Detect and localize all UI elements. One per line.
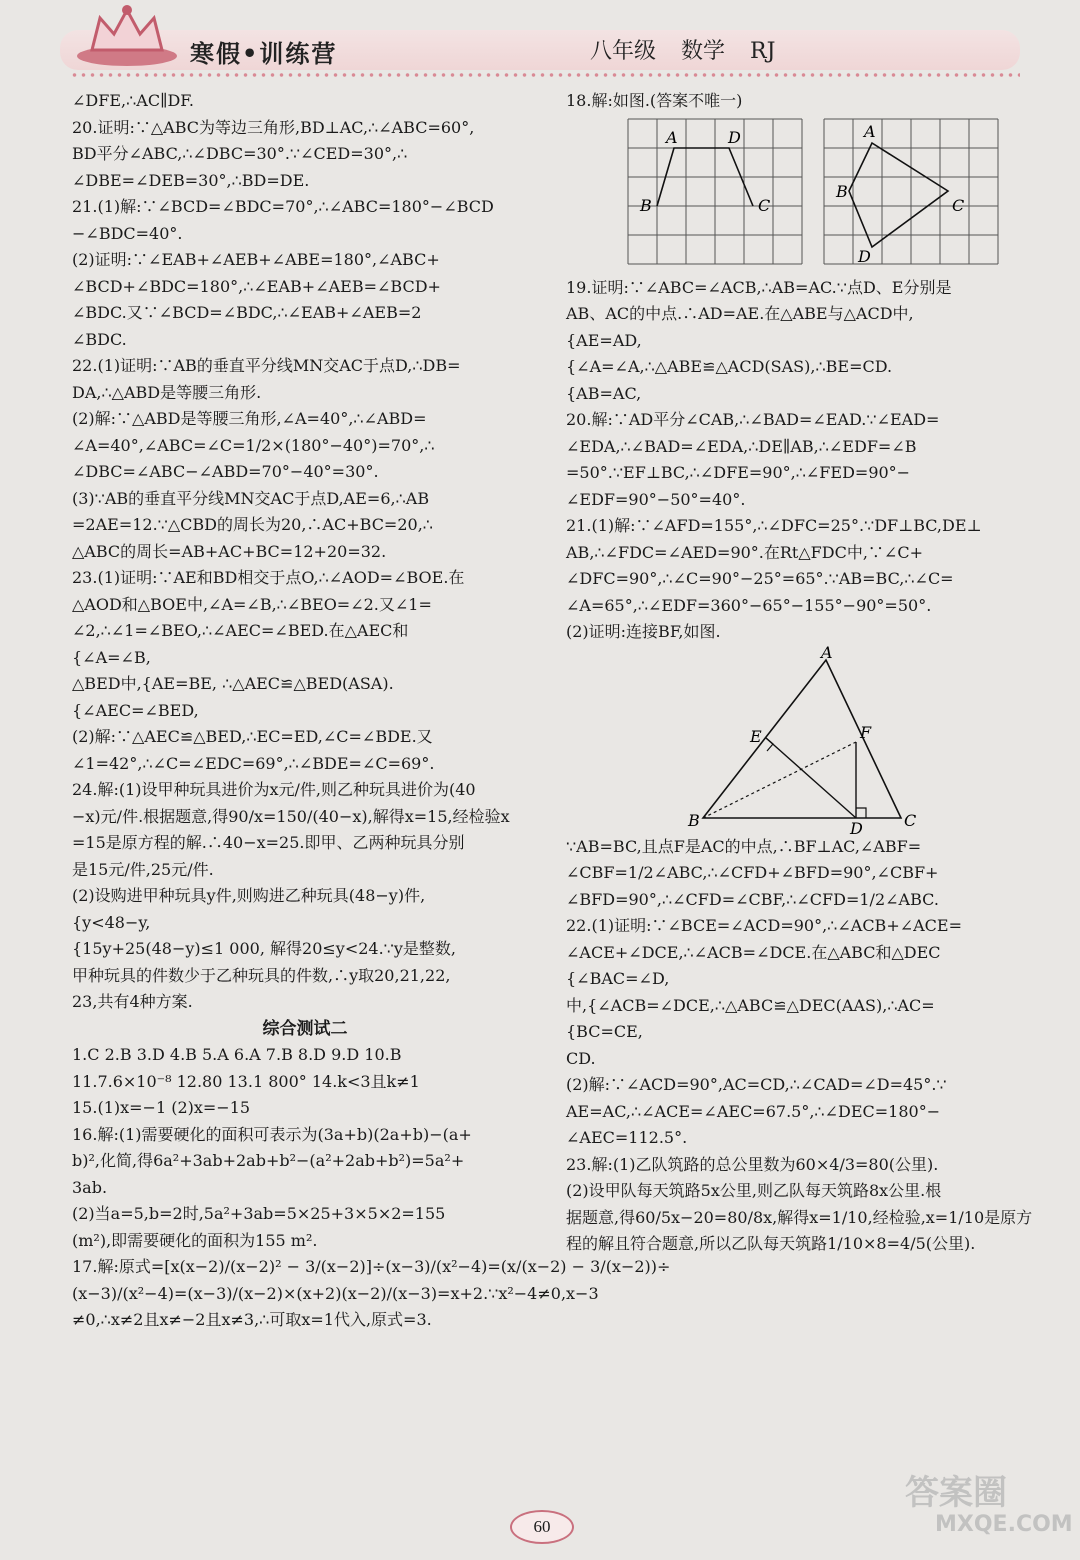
tri-label-c: C: [904, 810, 917, 830]
grid2-label-d: D: [858, 246, 871, 266]
answer-line: {∠A=∠A,∴△ABE≌△ACD(SAS),∴BE=CD.: [566, 357, 893, 376]
answer-line: AB,∴∠FDC=∠AED=90°.在Rt△FDC中,∵∠C+: [566, 542, 923, 562]
answer-line: ∠1=42°,∴∠C=∠EDC=69°,∴∠BDE=∠C=69°.: [72, 753, 435, 773]
answer-line: 18.解:如图.(答案不唯一): [566, 91, 743, 110]
answer-line: 1.C 2.B 3.D 4.B 5.A 6.A 7.B 8.D 9.D 10.B: [72, 1045, 402, 1064]
answer-line: 23.(1)证明:∵AE和BD相交于点O,∴∠AOD=∠BOE.在: [72, 568, 465, 587]
answer-line: 20.证明:∵△ABC为等边三角形,BD⊥AC,∴∠ABC=60°,: [72, 117, 475, 137]
answer-line: {15y+25(48−y)≤1 000, 解得20≤y<24.∵y是整数,: [72, 939, 456, 958]
answer-line: (2)证明:连接BF,如图.: [566, 622, 721, 641]
answer-line: {AE=AD,: [566, 330, 642, 350]
tri-label-f: F: [860, 722, 872, 742]
tri-label-a: A: [821, 642, 833, 662]
answer-line: (3)∵AB的垂直平分线MN交AC于点D,AE=6,∴AB: [72, 488, 430, 508]
right-answers-part1b: [566, 275, 1032, 646]
subject-label: 数学: [681, 39, 726, 64]
answer-line: 11.7.6×10⁻⁸ 12.80 13.1 800° 14.k<3且k≠1: [72, 1071, 420, 1091]
grid-figures: [566, 115, 1032, 275]
answer-line: (x−3)/(x²−4)=(x−3)/(x−2)×(x+2)(x−2)/(x−3)=x+2.∵x²−4≠0,x−3: [72, 1283, 599, 1303]
grid2-label-c: C: [952, 195, 965, 215]
answer-line: 24.解:(1)设甲种玩具进价为x元/件,则乙种玩具进价为(40: [72, 780, 476, 799]
grid1-label-b: B: [640, 195, 652, 215]
answer-line: 甲种玩具的件数少于乙种玩具的件数,∴y取20,21,22,: [72, 965, 451, 985]
grid-figure-1: [628, 119, 802, 264]
grid1-label-a: A: [666, 127, 678, 147]
grid1-label-d: D: [728, 127, 741, 147]
answer-line: ∠BFD=90°,∴∠CFD=∠CBF,∴∠CFD=1/2∠ABC.: [566, 889, 939, 909]
answer-line: 中,{∠ACB=∠DCE,∴△ABC≌△DEC(AAS),∴AC=: [566, 995, 935, 1015]
answer-line: (2)解:∵∠ACD=90°,AC=CD,∴∠CAD=∠D=45°.∵: [566, 1075, 947, 1094]
answer-line: (2)当a=5,b=2时,5a²+3ab=5×25+3×5×2=155: [72, 1204, 446, 1223]
answer-line: ∠BDC.: [72, 329, 127, 349]
answer-line: ∠AEC=112.5°.: [566, 1128, 688, 1147]
answer-line: 据题意,得60/5x−20=80/8x,解得x=1/10,经检验,x=1/10是原方: [566, 1207, 1033, 1227]
answer-line: AE=AC,∴∠ACE=∠AEC=67.5°,∴∠DEC=180°−: [566, 1101, 941, 1121]
tri-label-d: D: [850, 818, 863, 838]
tri-label-b: B: [688, 810, 700, 830]
answer-line: 15.(1)x=−1 (2)x=−15: [72, 1098, 251, 1117]
answer-line: ∠BCD+∠BDC=180°,∴∠EAB+∠AEB=∠BCD+: [72, 276, 441, 296]
answer-line: 23,共有4种方案.: [72, 992, 193, 1011]
header-meta: [590, 34, 775, 65]
answer-line: ∠A=65°,∴∠EDF=360°−65°−155°−90°=50°.: [566, 595, 932, 615]
grid-figure-2: [824, 119, 998, 266]
right-column: [566, 88, 1032, 1258]
answer-line: ∠CBF=1/2∠ABC,∴∠CFD+∠BFD=90°,∠CBF+: [566, 863, 939, 882]
answer-line: △AOD和△BOE中,∠A=∠B,∴∠BEO=∠2.又∠1=: [72, 594, 432, 614]
answer-line: ∠EDF=90°−50°=40°.: [566, 489, 746, 509]
answer-line: −x)元/件.根据题意,得90/x=150/(40−x),解得x=15,经检验x: [72, 806, 510, 826]
answer-line: ∠A=40°,∠ABC=∠C=1/2×(180°−40°)=70°,∴: [72, 435, 435, 455]
answer-line: 21.(1)解:∵∠AFD=155°,∴∠DFC=25°.∵DF⊥BC,DE⊥: [566, 516, 982, 535]
grid2-label-b: B: [836, 181, 848, 201]
answer-line: 16.解:(1)需要硬化的面积可表示为(3a+b)(2a+b)−(a+: [72, 1124, 472, 1144]
section-title: 综合测试二: [262, 1018, 348, 1039]
answer-line: △ABC的周长=AB+AC+BC=12+20=32.: [72, 541, 387, 561]
grid2-label-a: A: [864, 121, 876, 141]
answer-line: =50°.∵EF⊥BC,∴∠DFE=90°,∴∠FED=90°−: [566, 463, 911, 482]
triangle-figure: [566, 642, 1032, 838]
answer-line: {∠A=∠B,: [72, 647, 151, 667]
answer-line: (2)证明:∵∠EAB+∠AEB+∠ABE=180°,∠ABC+: [72, 250, 440, 269]
answer-line: 是15元/件,25元/件.: [72, 859, 214, 879]
answer-line: b)²,化简,得6a²+3ab+2ab+b²−(a²+2ab+b²)=5a²+: [72, 1151, 465, 1170]
answer-line: (2)设甲队每天筑路5x公里,则乙队每天筑路8x公里.根: [566, 1181, 942, 1200]
answer-line: −∠BDC=40°.: [72, 223, 183, 243]
answer-line: ∠DFE,∴AC∥DF.: [72, 91, 194, 110]
answer-line: {∠BAC=∠D,: [566, 969, 670, 988]
answer-line: ∠ACE+∠DCE,∴∠ACB=∠DCE.在△ABC和△DEC: [566, 942, 941, 962]
crown-logo-icon: [72, 4, 182, 72]
answer-line: ∵AB=BC,且点F是AC的中点,∴BF⊥AC,∠ABF=: [566, 836, 922, 856]
answer-line: (2)解:∵△ABD是等腰三角形,∠A=40°,∴∠ABD=: [72, 409, 427, 428]
answer-line: (2)解:∵△AEC≌△BED,∴EC=ED,∠C=∠BDE.又: [72, 727, 433, 746]
answer-line: ∠EDA,∴∠BAD=∠EDA,∴DE∥AB,∴∠EDF=∠B: [566, 436, 917, 456]
answer-line: (m²),即需要硬化的面积为155 m².: [72, 1230, 318, 1250]
watermark-logo: 答案圈: [905, 1473, 1007, 1513]
tri-label-e: E: [750, 726, 762, 746]
answer-line: =2AE=12.∵△CBD的周长为20,∴AC+BC=20,∴: [72, 515, 433, 534]
answer-line: {AB=AC,: [566, 383, 642, 403]
answer-line: AB、AC的中点.∴AD=AE.在△ABE与△ACD中,: [566, 304, 914, 323]
answer-line: 20.解:∵AD平分∠CAB,∴∠BAD=∠EAD.∵∠EAD=: [566, 410, 940, 429]
answer-line: {∠AEC=∠BED,: [72, 700, 199, 720]
answer-line: ∠DBE=∠DEB=30°,∴BD=DE.: [72, 170, 310, 190]
answer-line: CD.: [566, 1048, 596, 1068]
left-answers-part1: [72, 88, 538, 1016]
answer-line: 17.解:原式=[x(x−2)/(x−2)² − 3/(x−2)]÷(x−3)/(x²−4)=(x/(x−2) − 3/(x−2))÷: [72, 1257, 671, 1276]
header-dotted-border: [70, 72, 1020, 78]
answer-line: 3ab.: [72, 1177, 108, 1197]
answer-line: 23.解:(1)乙队筑路的总公里数为60×4/3=80(公里).: [566, 1154, 939, 1174]
answer-line: ≠0,∴x≠2且x≠−2且x≠3,∴可取x=1代入,原式=3.: [72, 1310, 432, 1329]
answer-line: {y<48−y,: [72, 912, 151, 932]
page-number: 60: [510, 1510, 574, 1544]
answer-line: 22.(1)证明:∵∠BCE=∠ACD=90°,∴∠ACB+∠ACE=: [566, 916, 963, 935]
answer-line: 21.(1)解:∵∠BCD=∠BDC=70°,∴∠ABC=180°−∠BCD: [72, 197, 494, 216]
answer-line: BD平分∠ABC,∴∠DBC=30°.∵∠CED=30°,∴: [72, 144, 408, 163]
watermark-url: MXQE.COM: [935, 1512, 1073, 1537]
header-title: 寒假•训练营: [190, 39, 338, 68]
grade-label: 八年级: [590, 39, 657, 64]
right-answers-part1: [566, 88, 1032, 115]
answer-line: 22.(1)证明:∵AB的垂直平分线MN交AC于点D,∴DB=: [72, 356, 461, 375]
answer-line: ∠BDC.又∵∠BCD=∠BDC,∴∠EAB+∠AEB=2: [72, 303, 422, 322]
right-answers-part2: [566, 834, 1032, 1258]
answer-line: ∠2,∴∠1=∠BEO,∴∠AEC=∠BED.在△AEC和: [72, 621, 409, 640]
answer-line: DA,∴△ABD是等腰三角形.: [72, 382, 262, 402]
grid1-label-c: C: [758, 195, 771, 215]
answer-line: 19.证明:∵∠ABC=∠ACB,∴AB=AC.∵点D、E分别是: [566, 277, 952, 297]
answer-line: {BC=CE,: [566, 1022, 643, 1041]
answer-line: (2)设购进甲种玩具y件,则购进乙种玩具(48−y)件,: [72, 886, 426, 905]
answer-line: =15是原方程的解.∴40−x=25.即甲、乙两种玩具分别: [72, 833, 465, 852]
answer-line: 程的解且符合题意,所以乙队每天筑路1/10×8=4/5(公里).: [566, 1234, 976, 1253]
answer-line: ∠DFC=90°,∴∠C=90°−25°=65°.∵AB=BC,∴∠C=: [566, 569, 954, 588]
answer-line: △BED中,{AE=BE, ∴△AEC≌△BED(ASA).: [72, 674, 394, 693]
answer-line: ∠DBC=∠ABC−∠ABD=70°−40°=30°.: [72, 462, 379, 481]
page-header: [0, 0, 1080, 92]
edition-label: RJ: [750, 39, 776, 64]
